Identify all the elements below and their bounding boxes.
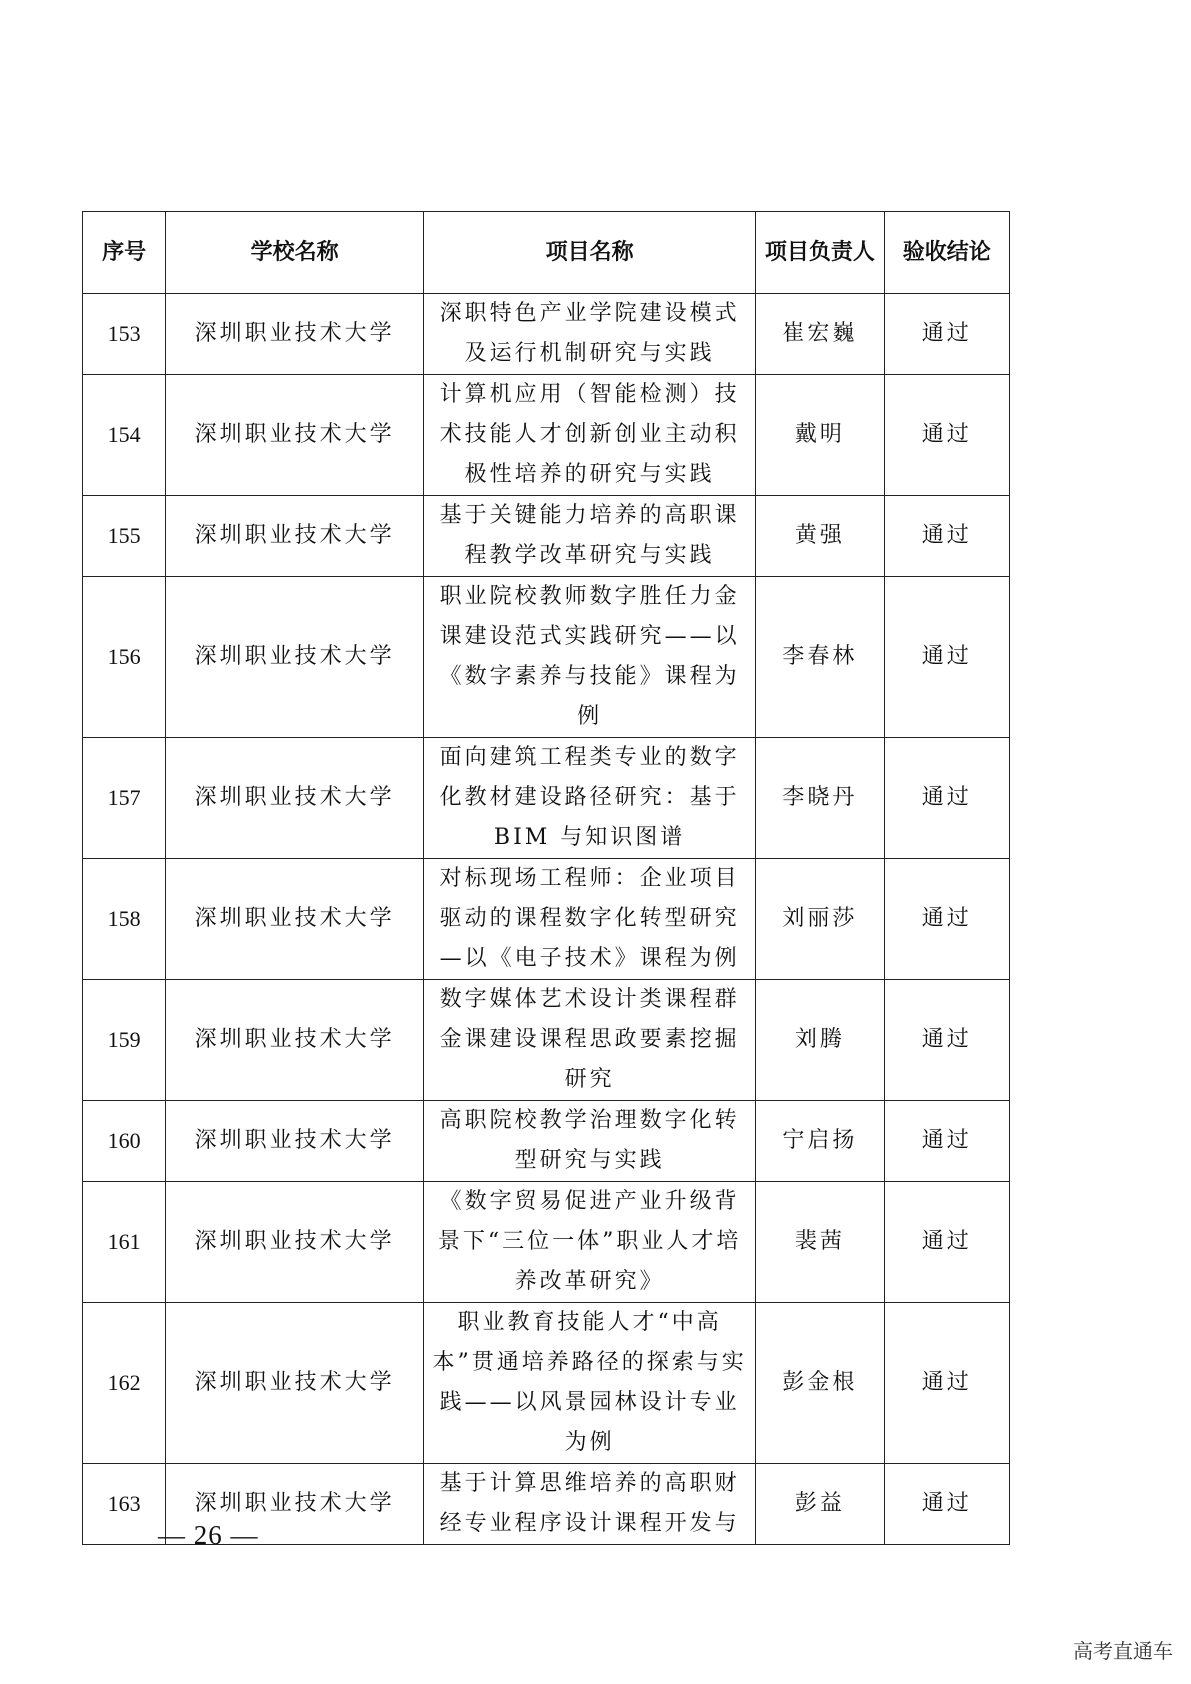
row-leader: 戴明 [756, 375, 884, 496]
table-row [83, 1101, 1010, 1182]
table-row [83, 577, 1010, 738]
row-school: 深圳职业技术大学 [166, 1101, 424, 1182]
row-project: 职业院校教师数字胜任力金课建设范式实践研究——以《数字素养与技能》课程为例 [424, 577, 756, 738]
table-row [83, 980, 1010, 1101]
row-result: 通过 [884, 294, 1009, 375]
row-result: 通过 [884, 1303, 1009, 1464]
row-index: 157 [83, 738, 166, 859]
header-project: 项目名称 [424, 212, 756, 294]
row-index: 161 [83, 1182, 166, 1303]
row-school: 深圳职业技术大学 [166, 496, 424, 577]
table-row [83, 1303, 1010, 1464]
watermark-text: 高考直通车 [1073, 1639, 1173, 1663]
table-row [83, 1182, 1010, 1303]
row-leader: 李晓丹 [756, 738, 884, 859]
row-project: 《数字贸易促进产业升级背景下“三位一体”职业人才培养改革研究》 [424, 1182, 756, 1303]
row-project: 计算机应用（智能检测）技术技能人才创新创业主动积极性培养的研究与实践 [424, 375, 756, 496]
row-school: 深圳职业技术大学 [166, 980, 424, 1101]
header-school: 学校名称 [166, 212, 424, 294]
row-index: 158 [83, 859, 166, 980]
row-result: 通过 [884, 859, 1009, 980]
row-project: 深职特色产业学院建设模式及运行机制研究与实践 [424, 294, 756, 375]
row-result: 通过 [884, 1182, 1009, 1303]
header-index: 序号 [83, 212, 166, 294]
row-leader: 刘腾 [756, 980, 884, 1101]
row-project: 基于关键能力培养的高职课程教学改革研究与实践 [424, 496, 756, 577]
table-row [83, 294, 1010, 375]
table-row [83, 859, 1010, 980]
row-project: 对标现场工程师：企业项目驱动的课程数字化转型研究—以《电子技术》课程为例 [424, 859, 756, 980]
table-row [83, 375, 1010, 496]
row-result: 通过 [884, 496, 1009, 577]
row-leader: 李春林 [756, 577, 884, 738]
row-project: 高职院校教学治理数字化转型研究与实践 [424, 1101, 756, 1182]
page-number: — 26 — [158, 1520, 259, 1550]
row-school: 深圳职业技术大学 [166, 1464, 424, 1545]
row-leader: 裴茜 [756, 1182, 884, 1303]
row-index: 153 [83, 294, 166, 375]
row-index: 160 [83, 1101, 166, 1182]
row-result: 通过 [884, 980, 1009, 1101]
row-leader: 彭益 [756, 1464, 884, 1545]
row-result: 通过 [884, 1101, 1009, 1182]
row-school: 深圳职业技术大学 [166, 859, 424, 980]
results-table [82, 211, 1010, 1545]
header-leader: 项目负责人 [756, 212, 884, 294]
row-leader: 刘丽莎 [756, 859, 884, 980]
row-index: 159 [83, 980, 166, 1101]
row-school: 深圳职业技术大学 [166, 1182, 424, 1303]
row-leader: 黄强 [756, 496, 884, 577]
row-index: 163 [83, 1464, 166, 1545]
table-row [83, 496, 1010, 577]
row-index: 154 [83, 375, 166, 496]
row-school: 深圳职业技术大学 [166, 375, 424, 496]
row-index: 155 [83, 496, 166, 577]
row-leader: 宁启扬 [756, 1101, 884, 1182]
row-school: 深圳职业技术大学 [166, 577, 424, 738]
row-project: 面向建筑工程类专业的数字化教材建设路径研究：基于BIM 与知识图谱 [424, 738, 756, 859]
row-project: 基于计算思维培养的高职财经专业程序设计课程开发与 [424, 1464, 756, 1545]
table-row [83, 738, 1010, 859]
row-index: 162 [83, 1303, 166, 1464]
header-row [83, 212, 1010, 294]
row-result: 通过 [884, 1464, 1009, 1545]
row-index: 156 [83, 577, 166, 738]
row-leader: 崔宏巍 [756, 294, 884, 375]
row-school: 深圳职业技术大学 [166, 1303, 424, 1464]
row-result: 通过 [884, 738, 1009, 859]
row-school: 深圳职业技术大学 [166, 294, 424, 375]
header-result: 验收结论 [884, 212, 1009, 294]
row-school: 深圳职业技术大学 [166, 738, 424, 859]
row-project: 数字媒体艺术设计类课程群金课建设课程思政要素挖掘研究 [424, 980, 756, 1101]
row-project: 职业教育技能人才“中高本”贯通培养路径的探索与实践——以风景园林设计专业为例 [424, 1303, 756, 1464]
row-result: 通过 [884, 577, 1009, 738]
row-result: 通过 [884, 375, 1009, 496]
row-leader: 彭金根 [756, 1303, 884, 1464]
